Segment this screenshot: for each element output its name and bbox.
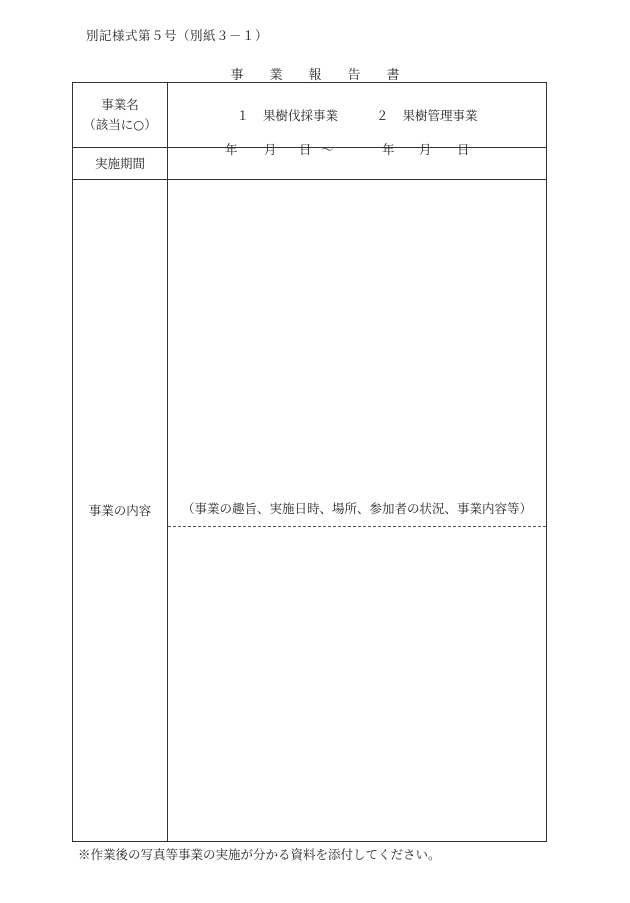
title-char: 報 xyxy=(308,68,322,83)
option-tree-cutting[interactable] xyxy=(236,106,338,124)
option-tree-management[interactable] xyxy=(376,106,478,124)
form-number-label: 別記様式第５号（別紙３－１） xyxy=(86,28,269,43)
content-hint: （事業の趣旨、実施日時、場所、参加者の状況、事業内容等） xyxy=(168,495,546,527)
period-range-tilde: ～ xyxy=(321,142,334,157)
project-name-row xyxy=(73,83,547,148)
title-char: 事 xyxy=(230,68,244,83)
period-row xyxy=(73,148,547,180)
project-name-label-cell xyxy=(73,83,168,148)
period-start-month-unit: 月 xyxy=(264,142,277,157)
option-number: １ xyxy=(236,108,249,123)
period-start-year-unit: 年 xyxy=(225,142,238,157)
option-number: ２ xyxy=(376,108,389,123)
title-char: 書 xyxy=(386,68,400,83)
period-end-year-unit: 年 xyxy=(382,142,395,157)
title-char: 業 xyxy=(269,68,283,83)
option-text: 果樹伐採事業 xyxy=(262,108,338,123)
attachment-footnote: ※作業後の写真等事業の実施が分かる資料を添付してください。 xyxy=(78,847,441,862)
report-table xyxy=(72,82,547,842)
document-title xyxy=(0,64,630,83)
content-row xyxy=(73,180,547,842)
project-name-label: 事業名 xyxy=(101,97,139,112)
project-name-instruction: （該当に○） xyxy=(83,117,157,132)
content-label: 事業の内容 xyxy=(73,180,168,842)
period-end-day-unit: 日 xyxy=(457,142,470,157)
period-field[interactable] xyxy=(168,142,547,180)
period-start-day-unit: 日 xyxy=(299,142,312,157)
project-options-cell xyxy=(168,83,547,148)
title-char: 告 xyxy=(347,68,361,83)
content-entry-area[interactable] xyxy=(168,180,547,842)
period-label: 実施期間 xyxy=(73,148,168,180)
period-end-month-unit: 月 xyxy=(419,142,432,157)
option-text: 果樹管理事業 xyxy=(402,108,478,123)
